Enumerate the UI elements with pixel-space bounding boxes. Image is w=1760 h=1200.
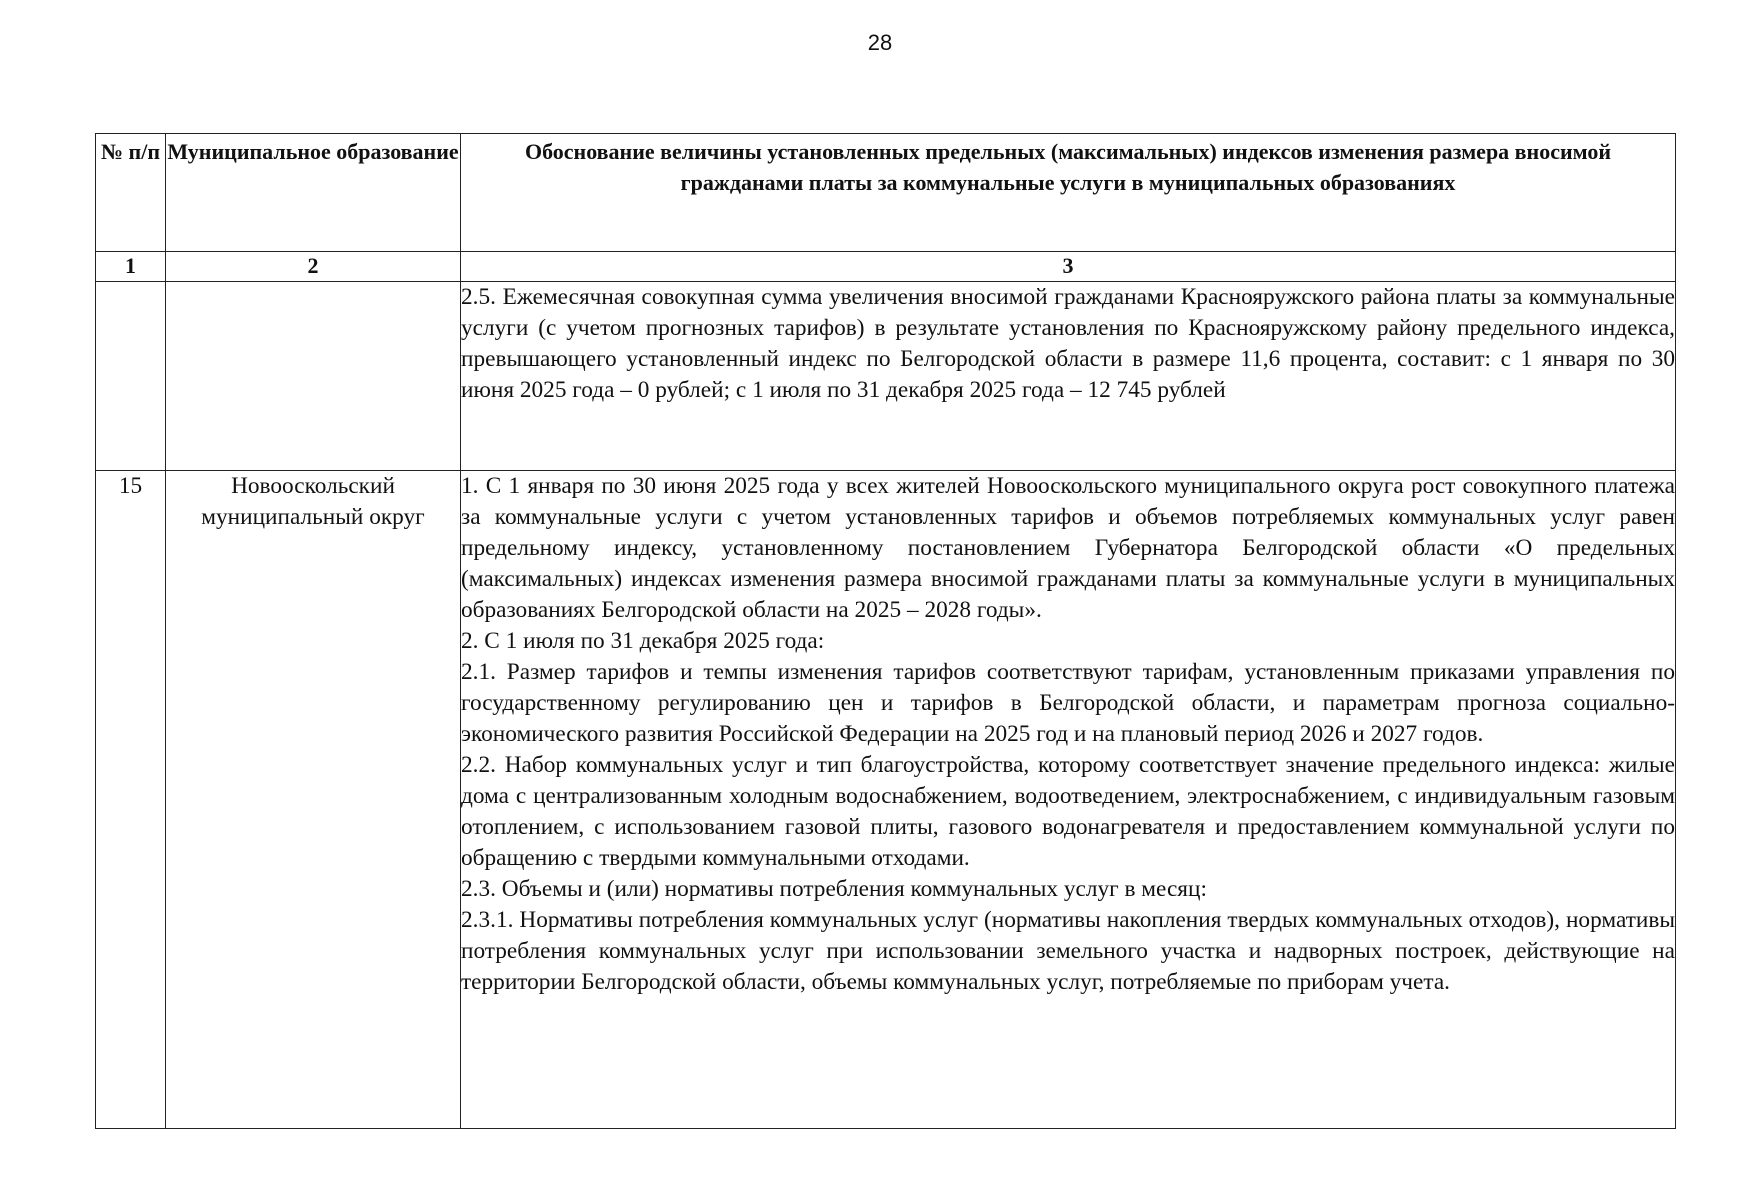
column-number-2: 2 [166, 252, 461, 282]
paragraph: 1. С 1 января по 30 июня 2025 года у всех жителей Новооскольского муниципального округа рост совокупного платежа за коммунальные услуги с учетом установленных тарифов и объемов потребляемых коммунальных услуг равен предельному индексу, установленному постановлением Губернатора Белгородской области «О предельных (максимальных) индексах изменения размера вносимой гражданами платы за коммунальные услуги в муниципальных образованиях Белгородской области на 2025 – 2028 годы». [461, 473, 1675, 623]
paragraph: 2.3. Объемы и (или) нормативы потребления коммунальных услуг в месяц: [461, 876, 1207, 902]
header-number: № п/п [96, 134, 166, 252]
paragraph: 2.2. Набор коммунальных услуг и тип благоустройства, которому соответствует значение предельного индекса: жилые дома с централизованным холодным водоснабжением, водоотведением, электроснабжением, с индивидуальным газовым отоплением, с использованием газовой плиты, газового водонагревателя и предоставлением коммунальной услуги по обращению с твердыми коммунальными отходами. [461, 752, 1675, 871]
table-row [96, 471, 1676, 1129]
justification-table [95, 133, 1676, 1129]
paragraph: 2.5. Ежемесячная совокупная сумма увеличения вносимой гражданами Краснояружского района платы за коммунальные услуги (с учетом прогнозных тарифов) в результате установления по Краснояружскому району предельного индекса, превышающего установленный индекс по Белгородской области в размере 11,6 процента, составит: с 1 января по 30 июня 2025 года – 0 рублей; с 1 июля по 31 декабря 2025 года – 12 745 рублей [461, 284, 1675, 403]
row-justification [461, 471, 1676, 1129]
paragraph: 2.1. Размер тарифов и темпы изменения тарифов соответствуют тарифам, установленным приказами управления по государственному регулированию цен и тарифов в Белгородской области, и параметрам прогноза социально-экономического развития Российской Федерации на 2025 год и на плановый период 2026 и 2027 годов. [461, 659, 1675, 747]
paragraph: 2. С 1 июля по 31 декабря 2025 года: [461, 628, 825, 654]
row-number: 15 [96, 471, 166, 1129]
page-number: 28 [867, 30, 893, 55]
row-number [96, 282, 166, 471]
row-justification [461, 282, 1676, 471]
header-justification: Обоснование величины установленных предельных (максимальных) индексов изменения размера вносимой гражданами платы за коммунальные услуги в муниципальных образованиях [461, 134, 1676, 252]
table-header-row [96, 134, 1676, 252]
column-number-3: 3 [461, 252, 1676, 282]
row-municipality [166, 282, 461, 471]
header-municipality: Муниципальное образование [166, 134, 461, 252]
row-municipality: Новооскольский муниципальный округ [166, 471, 461, 1129]
column-number-row [96, 252, 1676, 282]
column-number-1: 1 [96, 252, 166, 282]
paragraph: 2.3.1. Нормативы потребления коммунальных услуг (нормативы накопления твердых коммунальных отходов), нормативы потребления коммунальных услуг при использовании земельного участка и надворных построек, действующие на территории Белгородской области, объемы коммунальных услуг, потребляемые по приборам учета. [461, 907, 1675, 995]
table-row [96, 282, 1676, 471]
